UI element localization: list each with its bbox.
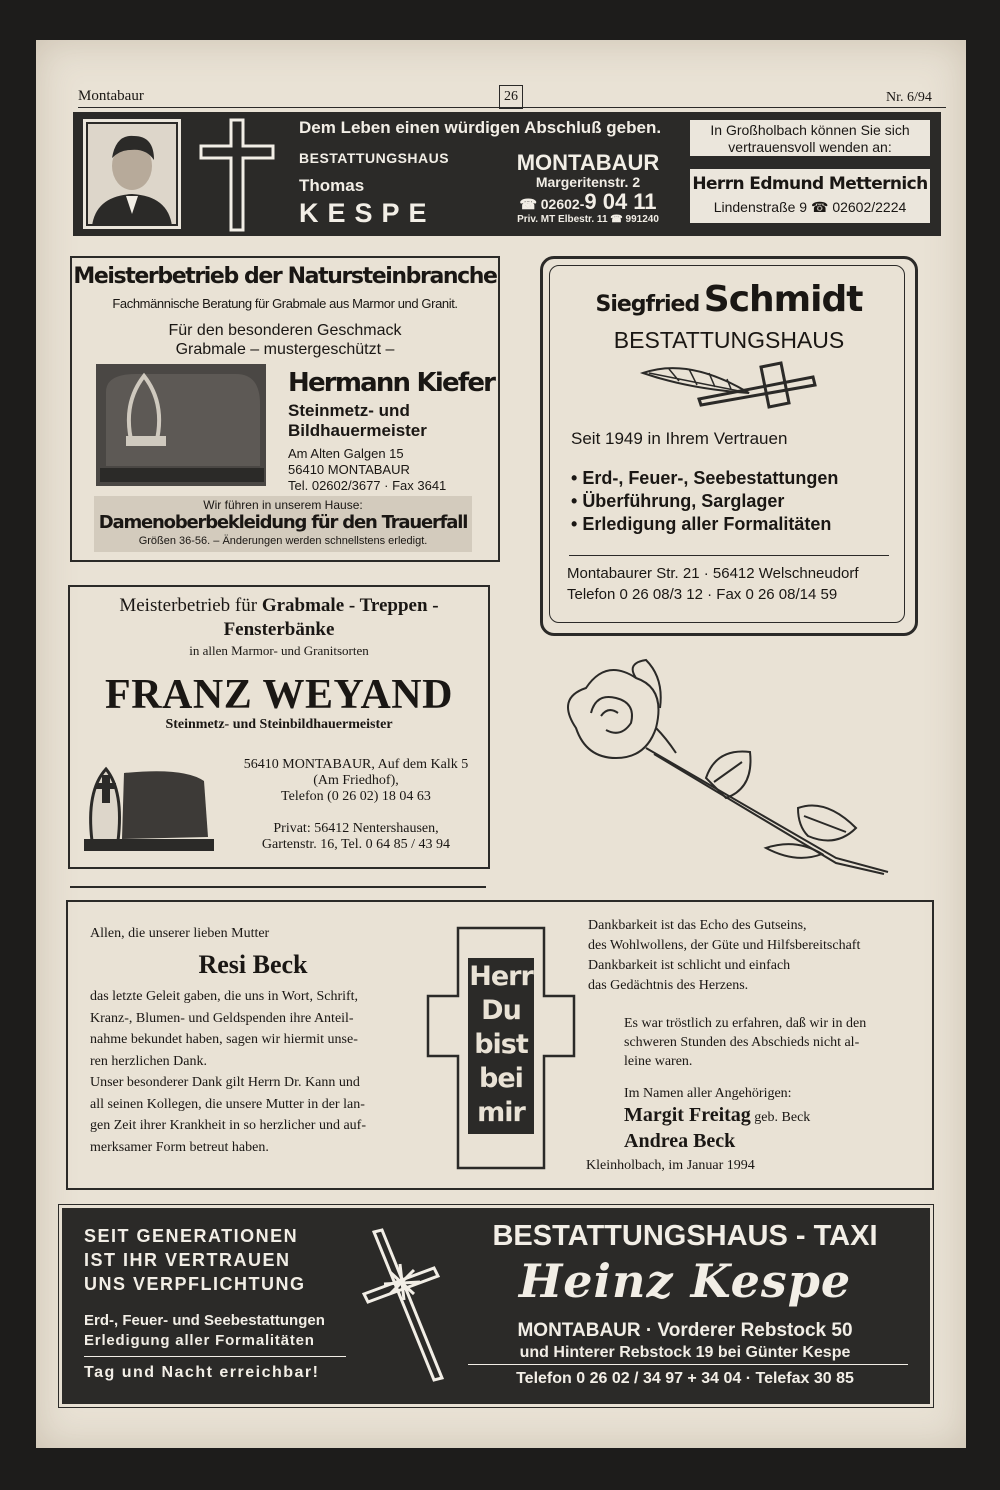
schmidt-name: Siegfried Schmidt — [595, 279, 863, 320]
kiefer-house-note: Wir führen in unserem Hause: — [203, 498, 363, 512]
header-rule — [78, 107, 946, 108]
schmidt-phone: Telefon 0 26 08/3 12 · Fax 0 26 08/14 59 — [567, 586, 838, 603]
kiefer-phone: Tel. 02602/3677 · Fax 3641 — [288, 478, 447, 493]
cross-icon — [197, 118, 277, 232]
weyand-addr3: Telefon (0 26 02) 18 04 63 — [281, 789, 431, 804]
kiefer-city: 56410 MONTABAUR — [288, 462, 410, 477]
page-number: 26 — [499, 85, 523, 109]
contact-address: Lindenstraße 9 ☎ 02602/2224 — [713, 199, 907, 215]
schmidt-since: Seit 1949 in Ihrem Vertrauen — [571, 429, 788, 448]
kiefer-trade2: Bildhauermeister — [288, 421, 427, 440]
kespe-phone: ☎ 02602-9 04 11 — [519, 189, 657, 214]
portrait-icon — [86, 122, 178, 226]
kiefer-trade1: Steinmetz- und — [288, 401, 410, 420]
kiefer-name: Hermann Kiefer — [288, 368, 495, 398]
kiefer-subline: Fachmännische Beratung für Grabmale aus Marmor und Granit. — [112, 296, 458, 311]
kespe-house-label: BESTATTUNGSHAUS — [299, 150, 450, 166]
grossholbach-note: In Großholbach können Sie sich vertrauensvoll wenden an: — [690, 120, 930, 156]
taxi-name: Heinz Kespe — [518, 1254, 852, 1308]
cross-ray-icon — [360, 1228, 452, 1384]
weyand-addr2: (Am Friedhof), — [313, 773, 399, 788]
kiefer-taste2: Grabmale – mustergeschützt – — [175, 341, 395, 358]
schmidt-ad — [540, 256, 918, 636]
weyand-line2: Fensterbänke — [223, 619, 335, 640]
metternich-box — [690, 169, 930, 223]
weyand-line1: Meisterbetrieb für Grabmale - Treppen - — [119, 595, 439, 616]
kiefer-taste1: Für den besonderen Geschmack — [168, 322, 402, 339]
schmidt-service-2: • Überführung, Sarglager — [571, 491, 785, 511]
kiefer-sizes: Größen 36-56. – Änderungen werden schnellstens erledigt. — [138, 535, 428, 547]
weyand-trade: Steinmetz- und Steinbildhauermeister — [165, 717, 393, 732]
kespe-first-name: Thomas — [299, 176, 365, 195]
portrait-photo — [83, 119, 181, 229]
taxi-addr1: MONTABAUR · Vorderer Rebstock 50 — [517, 1320, 853, 1341]
kiefer-clothing-box — [94, 496, 472, 552]
newspaper-page — [36, 40, 966, 1448]
contact-name: Herrn Edmund Metternich — [692, 174, 928, 194]
weyand-addr1: 56410 MONTABAUR, Auf dem Kalk 5 — [243, 757, 469, 772]
gravestone-icon-2 — [84, 761, 218, 851]
taxi-rule-right — [468, 1364, 908, 1365]
notice-place-date: Kleinholbach, im Januar 1994 — [586, 1158, 755, 1173]
notice-body: das letzte Geleit gaben, die uns in Wort, Schrift, Kranz-, Blumen- und Geldspenden ihre Anteil- nahme bekundet haben, sagen wir hiermit unse- ren herzlichen Dank. Unser besonderer Dank gilt Herrn Dr. Kann und all seinen Kollegen, die unsere Mutter in der lan- gen Zeit ihrer Krankheit in so herzlicher und auf- merksamer Form betreut haben. — [90, 989, 367, 1155]
section-rule — [70, 886, 486, 888]
taxi-availability: Tag und Nacht erreichbar! — [84, 1364, 320, 1381]
taxi-services2: Erledigung aller Formalitäten — [84, 1332, 315, 1349]
cross-words: Herr Du bist bei mir — [469, 961, 533, 1128]
kiefer-street: Am Alten Galgen 15 — [288, 446, 404, 461]
kespe-city: MONTABAUR — [516, 150, 660, 175]
taxi-slogan: SEIT GENERATIONEN IST IHR VERTRAUEN UNS VERPFLICHTUNG — [84, 1226, 306, 1294]
notice-deceased: Resi Beck — [198, 950, 308, 979]
taxi-rule-left — [84, 1356, 346, 1357]
taxi-addr2: und Hinterer Rebstock 19 bei Günter Kespe — [519, 1344, 851, 1361]
kespe-private: Priv. MT Elbestr. 11 ☎ 991240 — [517, 214, 659, 225]
rose-icon — [536, 658, 896, 878]
header-town: Montabaur — [78, 88, 144, 104]
notice-quote: Dankbarkeit ist das Echo des Gutseins, des Wohlwollens, der Güte und Hilfsbereitschaft Dankbarkeit ist schlicht und einfach das Gedächtnis des Herzens. — [588, 918, 861, 993]
weyand-priv1: Privat: 56412 Nentershausen, — [273, 821, 439, 836]
schmidt-address: Montabaurer Str. 21 · 56412 Welschneudorf — [567, 565, 859, 582]
schmidt-service-3: • Erledigung aller Formalitäten — [571, 514, 832, 534]
weyand-name: FRANZ WEYAND — [105, 672, 453, 718]
kespe-street: Margeritenstr. 2 — [535, 174, 641, 190]
notice-cross — [426, 924, 576, 1172]
kespe-ad — [73, 112, 941, 236]
weyand-ad — [68, 585, 490, 869]
notice-comfort: Es war tröstlich zu erfahren, daß wir in den schweren Stunden des Abschieds nicht al- leine waren. — [624, 1016, 867, 1069]
weyand-priv2: Gartenstr. 16, Tel. 0 64 85 / 43 94 — [261, 837, 451, 852]
taxi-phone: Telefon 0 26 02 / 34 97 + 34 04 · Telefax 30 85 — [516, 1370, 854, 1387]
schmidt-divider — [569, 555, 889, 556]
notice-sign2: Andrea Beck — [624, 1130, 736, 1152]
notice-intro: Allen, die unserer lieben Mutter — [90, 926, 270, 941]
gravestone-icon — [96, 364, 266, 486]
kiefer-ad — [70, 256, 500, 562]
schmidt-service-1: • Erd-, Feuer-, Seebestattungen — [571, 468, 839, 488]
kiefer-clothing: Damenoberbekleidung für den Trauerfall — [98, 512, 468, 533]
schmidt-house: BESTATTUNGSHAUS — [613, 327, 845, 353]
kespe-last-name: KESPE — [299, 198, 436, 228]
taxi-title: BESTATTUNGSHAUS - TAXI — [492, 1220, 878, 1252]
kespe-motto: Dem Leben einen würdigen Abschluß geben. — [299, 118, 662, 137]
taxi-services1: Erd-, Feuer- und Seebestattungen — [84, 1312, 325, 1329]
taxi-ad — [62, 1208, 930, 1404]
notice-sign1: Margit Freitag geb. Beck — [624, 1104, 811, 1126]
issue-number: Nr. 6/94 — [886, 90, 932, 105]
notice-on-behalf: Im Namen aller Angehörigen: — [624, 1086, 792, 1101]
memorial-notice — [66, 900, 934, 1190]
weyand-line3: in allen Marmor- und Granitsorten — [189, 643, 369, 658]
palm-cross-icon — [639, 359, 819, 409]
kiefer-headline: Meisterbetrieb der Natursteinbranche — [73, 264, 497, 289]
